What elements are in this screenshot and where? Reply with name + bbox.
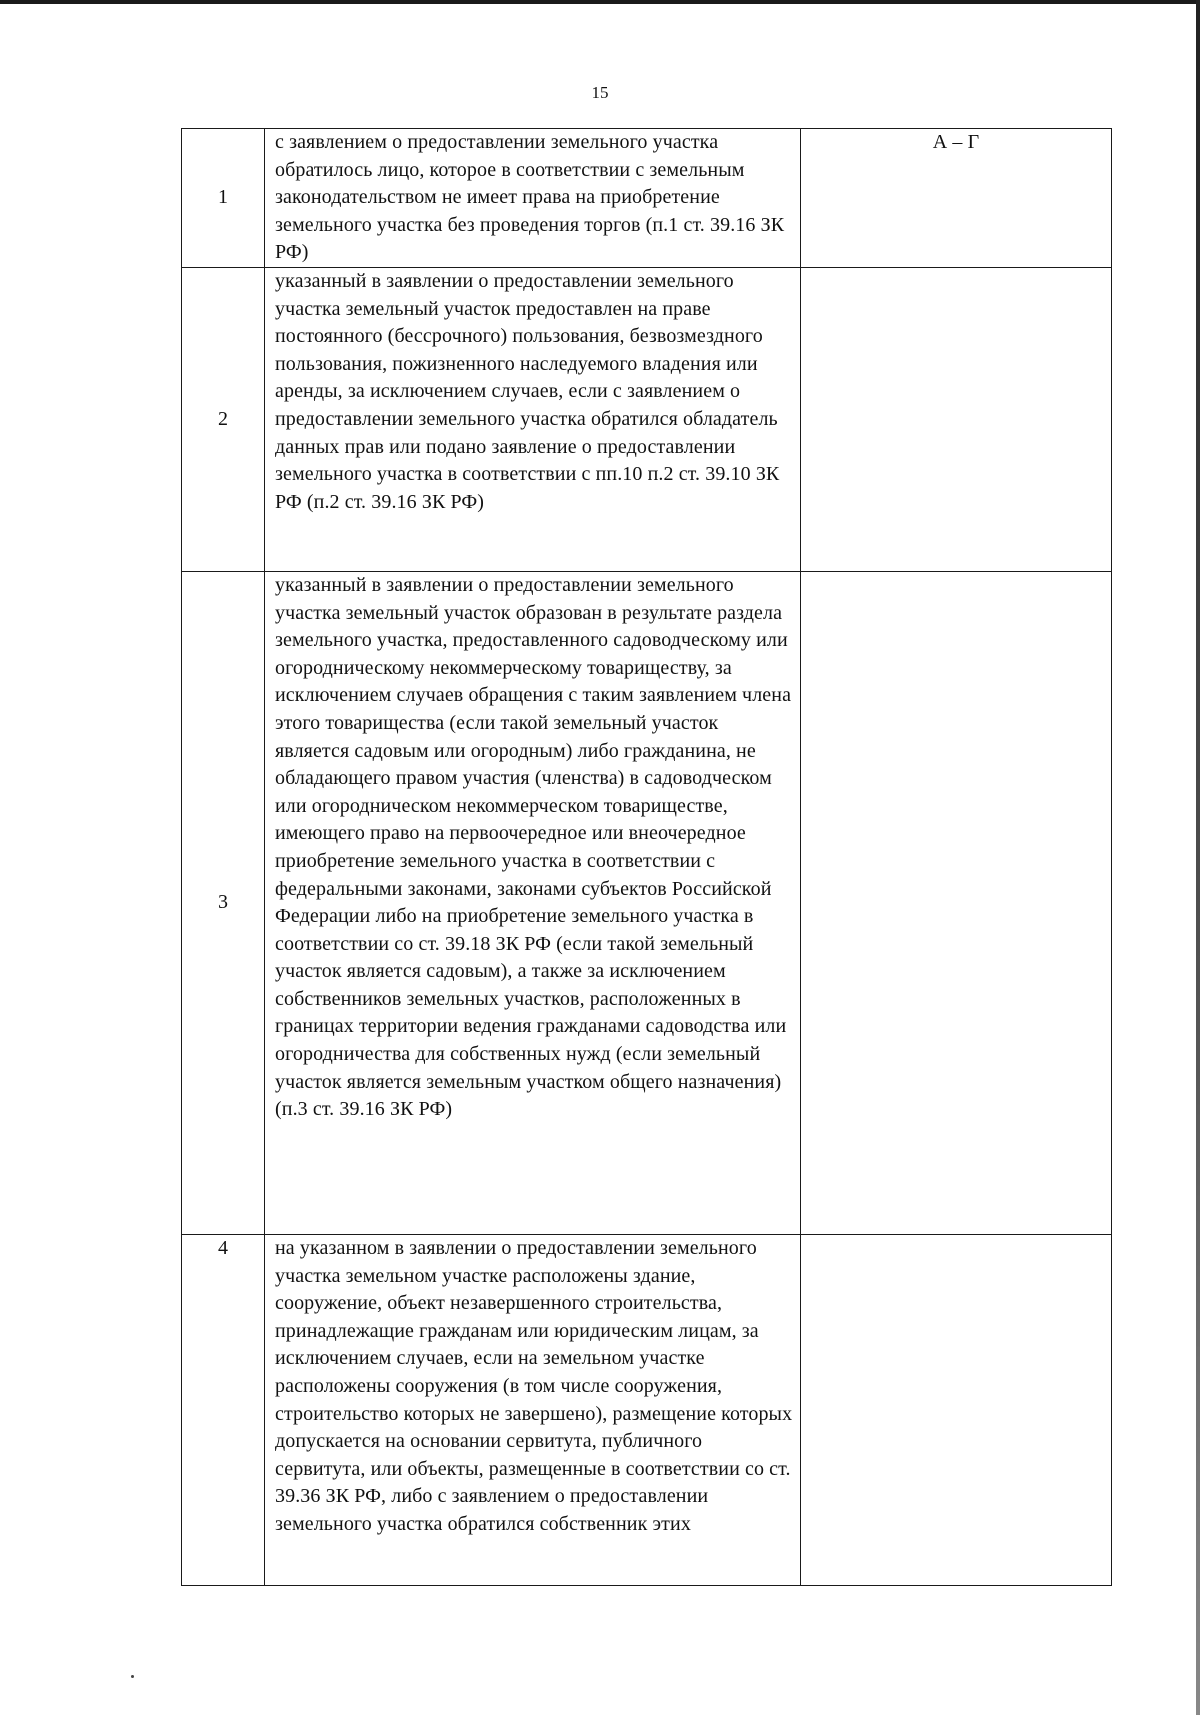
row-code bbox=[801, 571, 1112, 1234]
row-number: 1 bbox=[182, 129, 265, 268]
row-number: 2 bbox=[182, 267, 265, 571]
scan-edge-top bbox=[0, 0, 1200, 4]
row-text: на указанном в заявлении о предоставлении земельного участка земельном участке расположены здание, сооружение, объект незавершенного строительства, принадлежащие гражданам или юридическим лицам, за исключением случаев, если на земельном участке расположены сооружения (в том числе сооружения, строительство которых не завершено), размещение которых допускается на основании сервитута, публичного сервитута, или объекты, размещенные в соответствии со ст. 39.36 ЗК РФ, либо с заявлением о предоставлении земельного участка обратился собственник этих bbox=[265, 1234, 801, 1585]
page-number: 15 bbox=[591, 83, 609, 102]
row-text: указанный в заявлении о предоставлении земельного участка земельный участок образован в результате раздела земельного участка, предоставленного садоводческому или огородническому некоммерческому товариществу, за исключением случаев обращения с таким заявлением члена этого товарищества (если такой земельный участок является садовым или огородным) либо гражданина, не обладающего правом участия (членства) в садоводческом или огородническом некоммерческом товариществе, имеющего право на первоочередное или внеочередное приобретение земельного участка в соответствии с федеральными законами, законами субъектов Российской Федерации либо на приобретение земельного участка в соответствии со ст. 39.18 ЗК РФ (если такой земельный участок является садовым), а также за исключением собственников земельных участков, расположенных в границах территории ведения гражданами садоводства или огородничества для собственных нужд (если земельный участок является земельным участком общего назначения) (п.3 ст. 39.16 ЗК РФ) bbox=[265, 571, 801, 1234]
row-code bbox=[801, 267, 1112, 571]
row-text: указанный в заявлении о предоставлении земельного участка земельный участок предоставлен на праве постоянного (бессрочного) пользования, безвозмездного пользования, пожизненного наследуемого владения или аренды, за исключением случаев, если с заявлением о предоставлении земельного участка обратился обладатель данных прав или подано заявление о предоставлении земельного участка в соответствии с пп.10 п.2 ст. 39.10 ЗК РФ (п.2 ст. 39.16 ЗК РФ) bbox=[265, 267, 801, 571]
row-number: 4 bbox=[182, 1234, 265, 1585]
table-row bbox=[182, 129, 1112, 268]
table-row bbox=[182, 1234, 1112, 1585]
scan-edge-right bbox=[1196, 0, 1200, 1715]
scan-speck bbox=[131, 1675, 134, 1678]
row-number: 3 bbox=[182, 571, 265, 1234]
table-row bbox=[182, 267, 1112, 571]
row-code: А – Г bbox=[801, 129, 1112, 268]
grounds-table bbox=[181, 128, 1112, 1586]
row-text: с заявлением о предоставлении земельного участка обратилось лицо, которое в соответствии с земельным законодательством не имеет права на приобретение земельного участка без проведения торгов (п.1 ст. 39.16 ЗК РФ) bbox=[265, 129, 801, 268]
table-row bbox=[182, 571, 1112, 1234]
row-code bbox=[801, 1234, 1112, 1585]
